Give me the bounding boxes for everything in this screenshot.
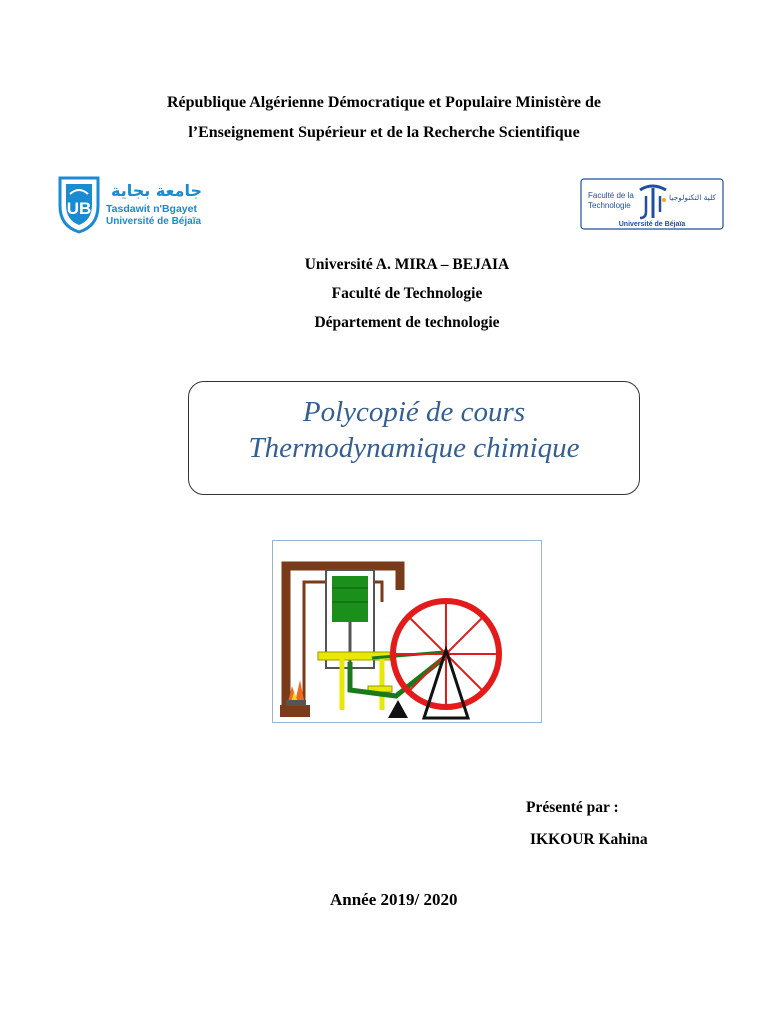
logo-left-arabic: جامعة بجاية xyxy=(110,181,202,200)
course-title-line2: Thermodynamique chimique xyxy=(248,432,580,464)
presenter-block xyxy=(526,792,648,856)
faculty-technology-logo xyxy=(580,178,724,230)
university-bejaia-logo xyxy=(56,172,216,234)
course-title-line1: Polycopié de cours xyxy=(302,396,526,428)
logo-right-line1: Faculté de la xyxy=(588,191,634,200)
ministry-header-line1: République Algérienne Démocratique et Populaire Ministère de xyxy=(166,94,602,111)
department-name: Département de technologie xyxy=(314,314,500,331)
faculty-name: Faculté de Technologie xyxy=(331,285,483,302)
logo-left-line1: Tasdawit n'Bgayet xyxy=(106,203,197,215)
ministry-header-line2: l’Enseignement Supérieur et de la Recherche Scientifique xyxy=(188,124,580,141)
logo-left-line2: Université de Béjaïa xyxy=(106,216,202,227)
presenter-name: IKKOUR Kahina xyxy=(530,831,648,848)
institution-block xyxy=(0,250,768,337)
presenter-label: Présenté par : xyxy=(526,799,619,816)
steam-engine-illustration xyxy=(272,540,542,723)
logo-right-line2: Technologie xyxy=(588,201,631,210)
logo-right-bottom: Université de Béjaïa xyxy=(618,221,686,228)
university-shield-icon xyxy=(60,178,98,232)
ministry-header xyxy=(0,88,768,148)
course-title-box xyxy=(188,381,640,495)
academic-year: Année 2019/ 2020 xyxy=(330,890,458,909)
university-name: Université A. MIRA – BEJAIA xyxy=(304,256,510,273)
svg-text:UB: UB xyxy=(66,199,92,218)
logo-right-arabic: كلية التكنولوجيا xyxy=(669,193,716,202)
